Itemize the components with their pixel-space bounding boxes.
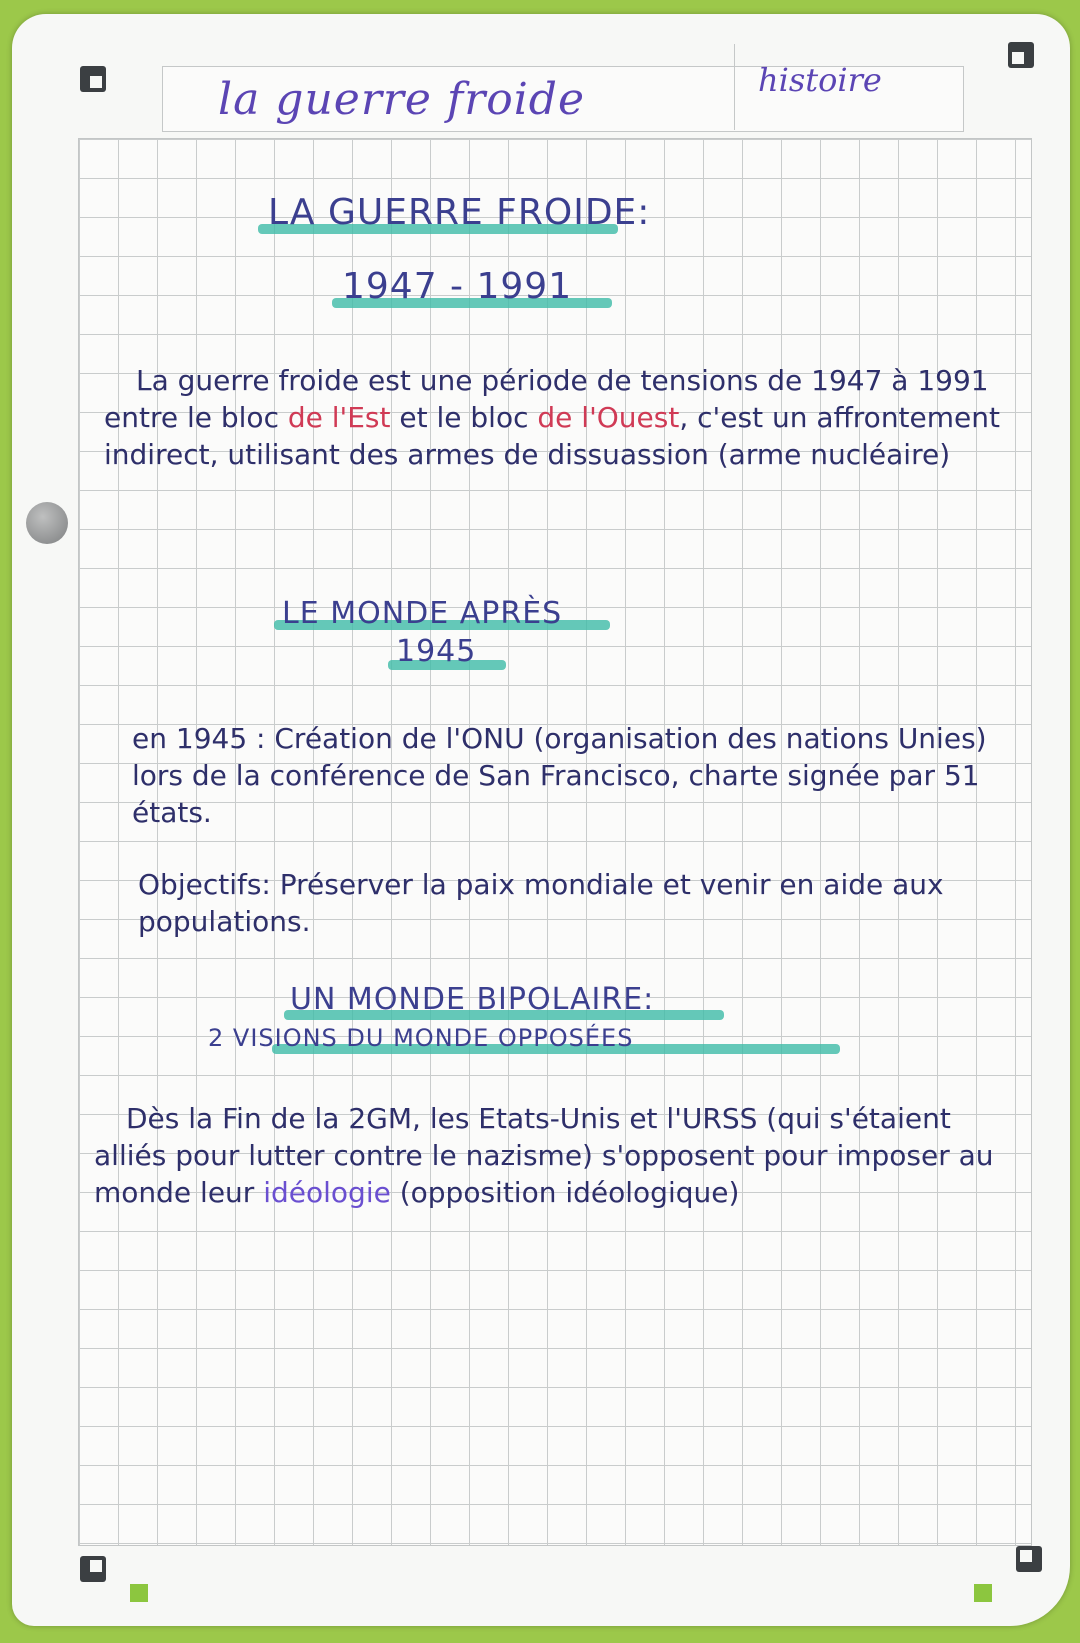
corner-marker-icon (80, 66, 106, 92)
paragraph: en 1945 : Création de l'ONU (organisation des nations Unies) lors de la conférence de San Francisco, charte signée par 51 états. (132, 722, 987, 829)
notebook-page (12, 14, 1070, 1626)
subject-label: histoire (758, 61, 882, 99)
highlighted-term: de l'Ouest (537, 401, 680, 434)
page-title: la guerre froide (218, 74, 586, 125)
corner-marker-icon (80, 1556, 106, 1582)
header-divider (734, 44, 735, 130)
paragraph: La guerre froide est une période de tensions de 1947 à 1991 entre le bloc de l'Est et le bloc de l'Ouest, c'est un affrontement indirect, utilisant des armes de dissuassion (arme nucléaire) (104, 364, 1000, 471)
section-years: 1947 - 1991 (342, 266, 573, 307)
corner-marker-icon (1016, 1546, 1042, 1572)
paragraph: Dès la Fin de la 2GM, les Etats-Unis et l'URSS (qui s'étaient alliés pour lutter contre le nazisme) s'opposent pour imposer au monde leur idéologie (opposition idéologique) (94, 1102, 994, 1209)
binder-hole-icon (26, 502, 68, 544)
highlighted-term: de l'Est (287, 401, 391, 434)
section-heading: UN MONDE BIPOLAIRE: (290, 982, 655, 1017)
highlighted-term: idéologie (263, 1176, 391, 1209)
corner-marker-icon (1008, 42, 1034, 68)
green-square-icon (130, 1584, 148, 1602)
grid-paper (78, 138, 1032, 1546)
section-year: 1945 (396, 634, 477, 669)
section-heading: LA GUERRE FROIDE: (268, 192, 651, 233)
green-square-icon (974, 1584, 992, 1602)
section-heading: LE MONDE APRÈS (282, 596, 563, 631)
paragraph: Objectifs: Préserver la paix mondiale et venir en aide aux populations. (138, 868, 944, 938)
section-subheading: 2 VISIONS DU MONDE OPPOSÉES (208, 1024, 634, 1052)
